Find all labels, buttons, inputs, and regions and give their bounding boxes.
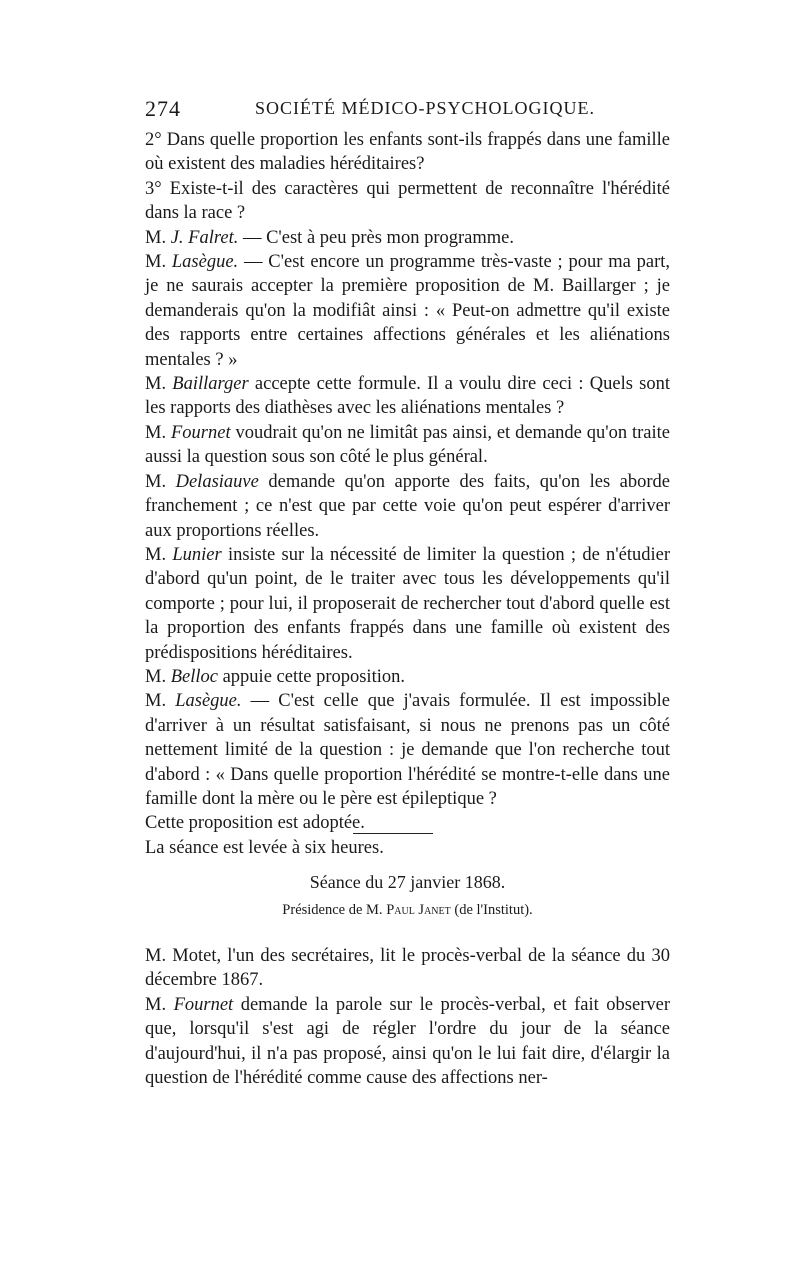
speaker-name: Fournet <box>173 994 234 1015</box>
paragraph-text: 3° Existe-t-il des caractères qui permettent de reconnaître l'hérédité dans la race ? <box>145 178 670 224</box>
speaker-name: Lunier <box>172 544 222 565</box>
speaker-name: J. Falret. <box>170 227 239 248</box>
paragraph <box>145 944 670 993</box>
speaker-name: Baillarger <box>172 374 249 395</box>
paragraph <box>145 128 670 177</box>
paragraph-text: voudrait qu'on ne limitât pas ainsi, et demande qu'on traite aussi la question sous son côté le plus général. <box>145 422 671 468</box>
paragraph <box>145 372 670 421</box>
paragraph-text: Cette proposition est adoptée. <box>145 813 365 834</box>
paragraph <box>145 177 670 226</box>
paragraph <box>145 993 670 1091</box>
paragraph <box>145 226 670 250</box>
paragraph-prefix: M. <box>145 691 176 712</box>
paragraph-prefix: M. <box>145 994 174 1015</box>
speaker-name: Belloc <box>170 666 218 687</box>
paragraph <box>145 689 670 811</box>
running-title: SOCIÉTÉ MÉDICO-PSYCHOLOGIQUE. <box>255 98 595 118</box>
speaker-name: Lasègue. <box>171 252 239 273</box>
paragraph-prefix: M. <box>145 422 171 443</box>
paragraph-text: demande la parole sur le procès-verbal, et fait observer que, lorsqu'il s'est agi de régler l'ordre du jour de la séance d'aujourd'hui, il n'a pas proposé, ainsi qu'on le lui fait dire, d'élargir la question de l'hérédité comme cause des affections ner- <box>145 994 670 1089</box>
presidence-name: Paul Janet <box>386 902 451 918</box>
session-title: Séance du 27 janvier 1868. <box>309 872 506 892</box>
speaker-name: Delasiauve <box>175 471 259 492</box>
body-text-top <box>145 128 670 860</box>
paragraph-prefix: M. <box>145 471 176 492</box>
paragraph <box>145 543 670 665</box>
body-text-bottom <box>145 944 670 1090</box>
paragraph-text: La séance est levée à six heures. <box>145 837 384 858</box>
paragraph-prefix: M. <box>145 666 171 687</box>
paragraph <box>145 665 670 689</box>
paragraph-prefix: M. <box>145 252 172 273</box>
presidence-line <box>145 902 670 919</box>
section-divider <box>353 833 433 834</box>
paragraph-prefix: M. <box>145 374 173 395</box>
paragraph-text: — C'est celle que j'avais formulée. Il est impossible d'arriver à un résultat satisfaisant, si nous ne prenons pas un côté nettement limité de la question : je demande que l'on recherche tout d'abord : « Dans quelle proportion l'hérédité se montre-t-elle dans une famille dont la mère ou le père est épileptique ? <box>145 691 670 809</box>
paragraph-text: appuie cette proposition. <box>217 666 405 687</box>
paragraph <box>145 470 670 543</box>
paragraph-text: insiste sur la nécessité de limiter la question ; de n'étudier d'abord qu'un point, de le traiter avec tous les développements qu'il comporte ; pour lui, il proposerait de rechercher tout d'abord quelle est la proportion des enfants frappés dans une famille où existent des prédispositions héréditaires. <box>145 544 670 663</box>
paragraph <box>145 836 670 860</box>
presidence-prefix: Présidence de M. <box>282 902 387 918</box>
speaker-name: Lasègue. <box>175 691 242 712</box>
paragraph-text: M. Motet, l'un des secrétaires, lit le procès-verbal de la séance du 30 décembre 1867. <box>145 946 670 991</box>
paragraph-text: — C'est à peu près mon programme. <box>238 227 514 248</box>
paragraph-text: accepte cette formule. Il a voulu dire ceci : Quels sont les rapports des diathèses avec les aliénations mentales ? <box>145 374 670 419</box>
paragraph-text: 2° Dans quelle proportion les enfants sont-ils frappés dans une famille où existent des maladies héréditaires? <box>145 130 670 175</box>
paragraph-text: demande qu'on apporte des faits, qu'on les aborde franchement ; ce n'est que par cette voie qu'on peut espérer d'arriver aux proportions réelles. <box>145 471 670 541</box>
paragraph <box>145 421 670 470</box>
paragraph-prefix: M. <box>145 544 173 565</box>
paragraph-text: — C'est encore un programme très-vaste ; pour ma part, je ne saurais accepter la première proposition de M. Baillarger ; je demanderais qu'on la modifiât ainsi : « Peut-on admettre qu'il existe des rapports entre certaines affections générales et les aliénations mentales ? » <box>145 252 670 370</box>
presidence-suffix: (de l'Institut). <box>450 902 533 918</box>
page-number: 274 <box>145 96 181 121</box>
paragraph-prefix: M. <box>145 227 171 248</box>
page-header <box>145 96 665 126</box>
paragraph <box>145 250 670 372</box>
speaker-name: Fournet <box>170 422 231 443</box>
